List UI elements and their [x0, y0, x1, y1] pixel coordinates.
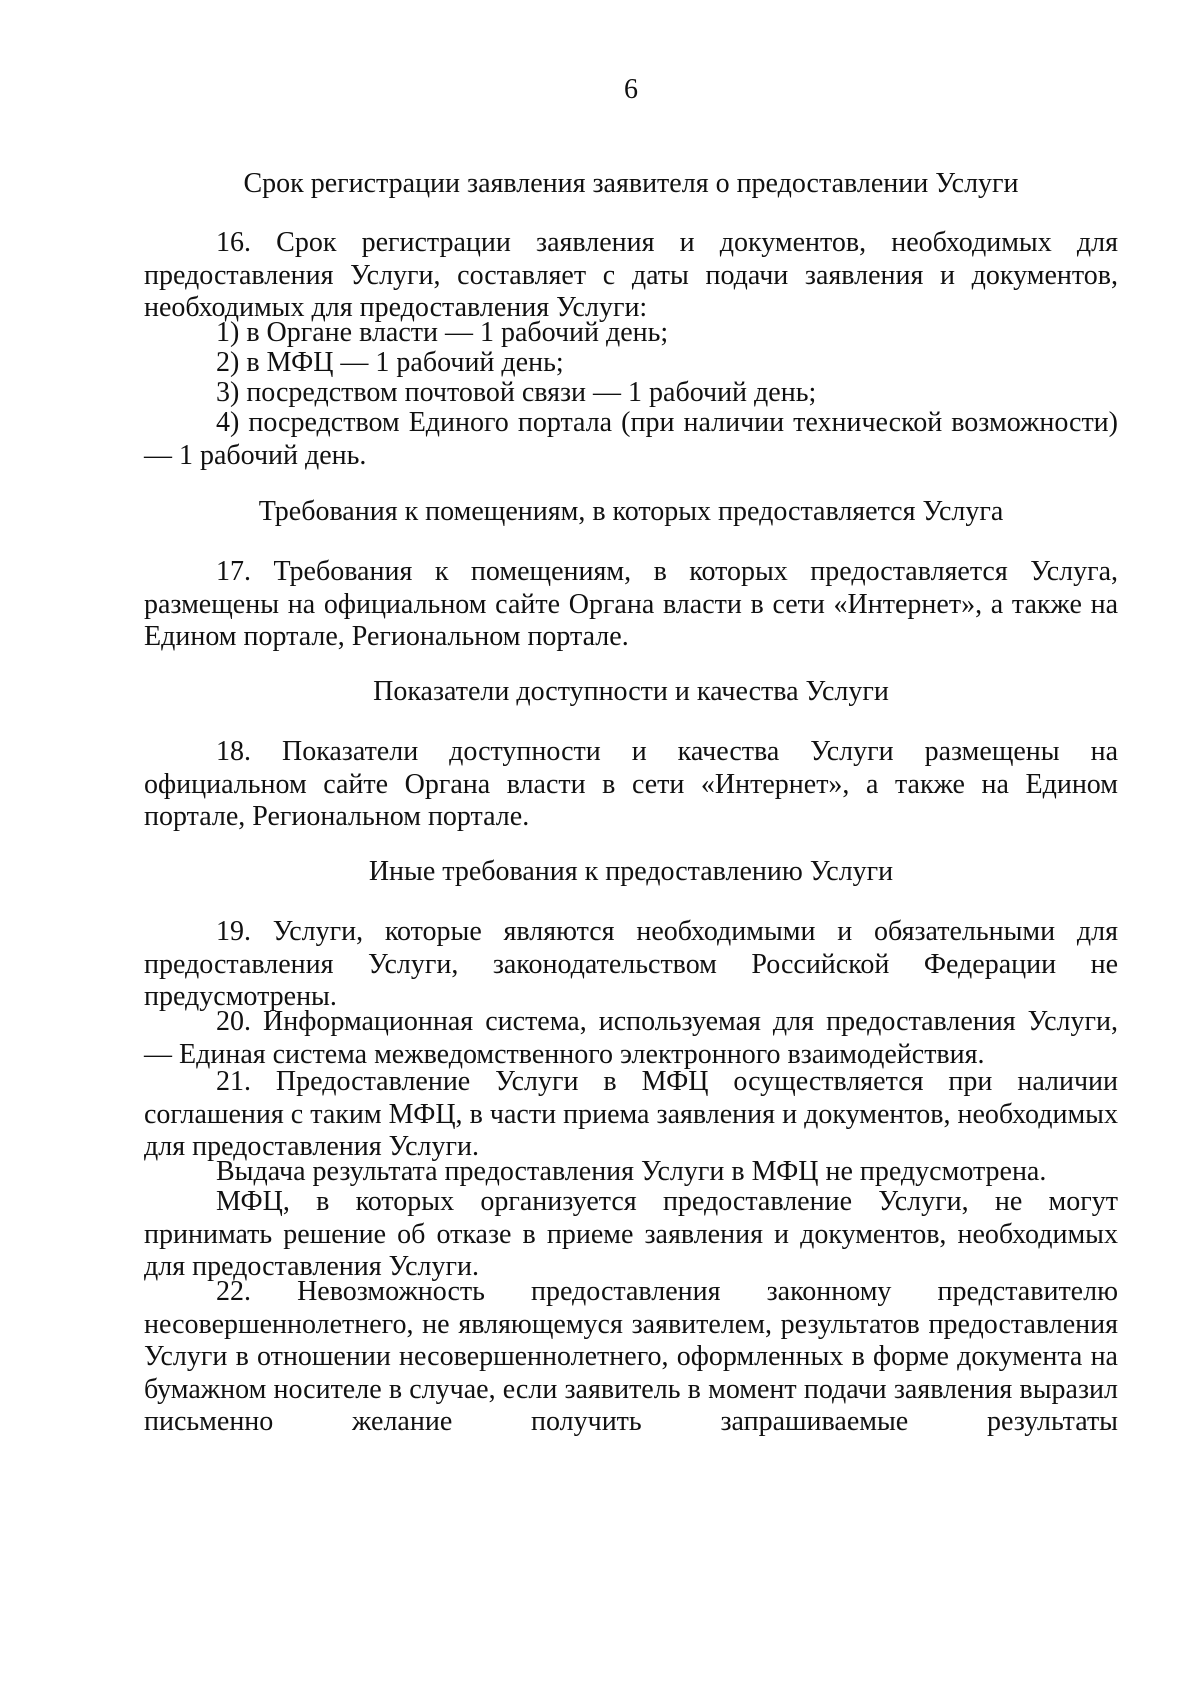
paragraph-18: 18. Показатели доступности и качества Услуги размещены на официальном сайте Органа власти в сети «Интернет», а также на Едином портале, Региональном портале. — [144, 736, 1118, 832]
section-heading-other-requirements: Иные требования к предоставлению Услуги — [368, 856, 894, 887]
paragraph-22: 22. Невозможность предоставления законному представителю несовершеннолетнего, не являющемуся заявителем, результатов предоставления Услуги в отношении несовершеннолетнего, оформленных в форме документа на бумажном носителе в случае, если заявитель в момент подачи заявления выразил письменно желание получить запрашиваемые результаты — [144, 1276, 1118, 1437]
paragraph-21-mfc-decision: МФЦ, в которых организуется предоставление Услуги, не могут принимать решение об отказе в приеме заявления и документов, необходимых для предоставления Услуги. — [144, 1186, 1118, 1282]
section-heading-accessibility: Показатели доступности и качества Услуги — [373, 676, 889, 707]
paragraph-21-issuance: Выдача результата предоставления Услуги в МФЦ не предусмотрена. — [216, 1156, 1047, 1187]
section-heading-registration-term: Срок регистрации заявления заявителя о предоставлении Услуги — [243, 168, 1019, 199]
paragraph-20: 20. Информационная система, используемая для предоставления Услуги, — Единая система межведомственного электронного взаимодействия. — [144, 1006, 1118, 1070]
section-heading-premises: Требования к помещениям, в которых предоставляется Услуга — [258, 496, 1004, 527]
page-number: 6 — [624, 74, 638, 105]
paragraph-17: 17. Требования к помещениям, в которых предоставляется Услуга, размещены на официальном сайте Органа власти в сети «Интернет», а также на Едином портале, Региональном портале. — [144, 556, 1118, 652]
paragraph-16-item-4: 4) посредством Единого портала (при наличии технической возможности) — 1 рабочий день. — [144, 407, 1118, 471]
paragraph-19: 19. Услуги, которые являются необходимыми и обязательными для предоставления Услуги, законодательством Российской Федерации не предусмотрены. — [144, 916, 1118, 1012]
paragraph-16-item-1: 1) в Органе власти — 1 рабочий день; — [216, 317, 669, 348]
paragraph-16-item-3: 3) посредством почтовой связи — 1 рабочий день; — [216, 377, 817, 408]
paragraph-16: 16. Срок регистрации заявления и документов, необходимых для предоставления Услуги, составляет с даты подачи заявления и документов, необходимых для предоставления Услуги: — [144, 227, 1118, 323]
paragraph-21: 21. Предоставление Услуги в МФЦ осуществляется при наличии соглашения с таким МФЦ, в части приема заявления и документов, необходимых для предоставления Услуги. — [144, 1066, 1118, 1162]
paragraph-16-item-2: 2) в МФЦ — 1 рабочий день; — [216, 347, 564, 378]
